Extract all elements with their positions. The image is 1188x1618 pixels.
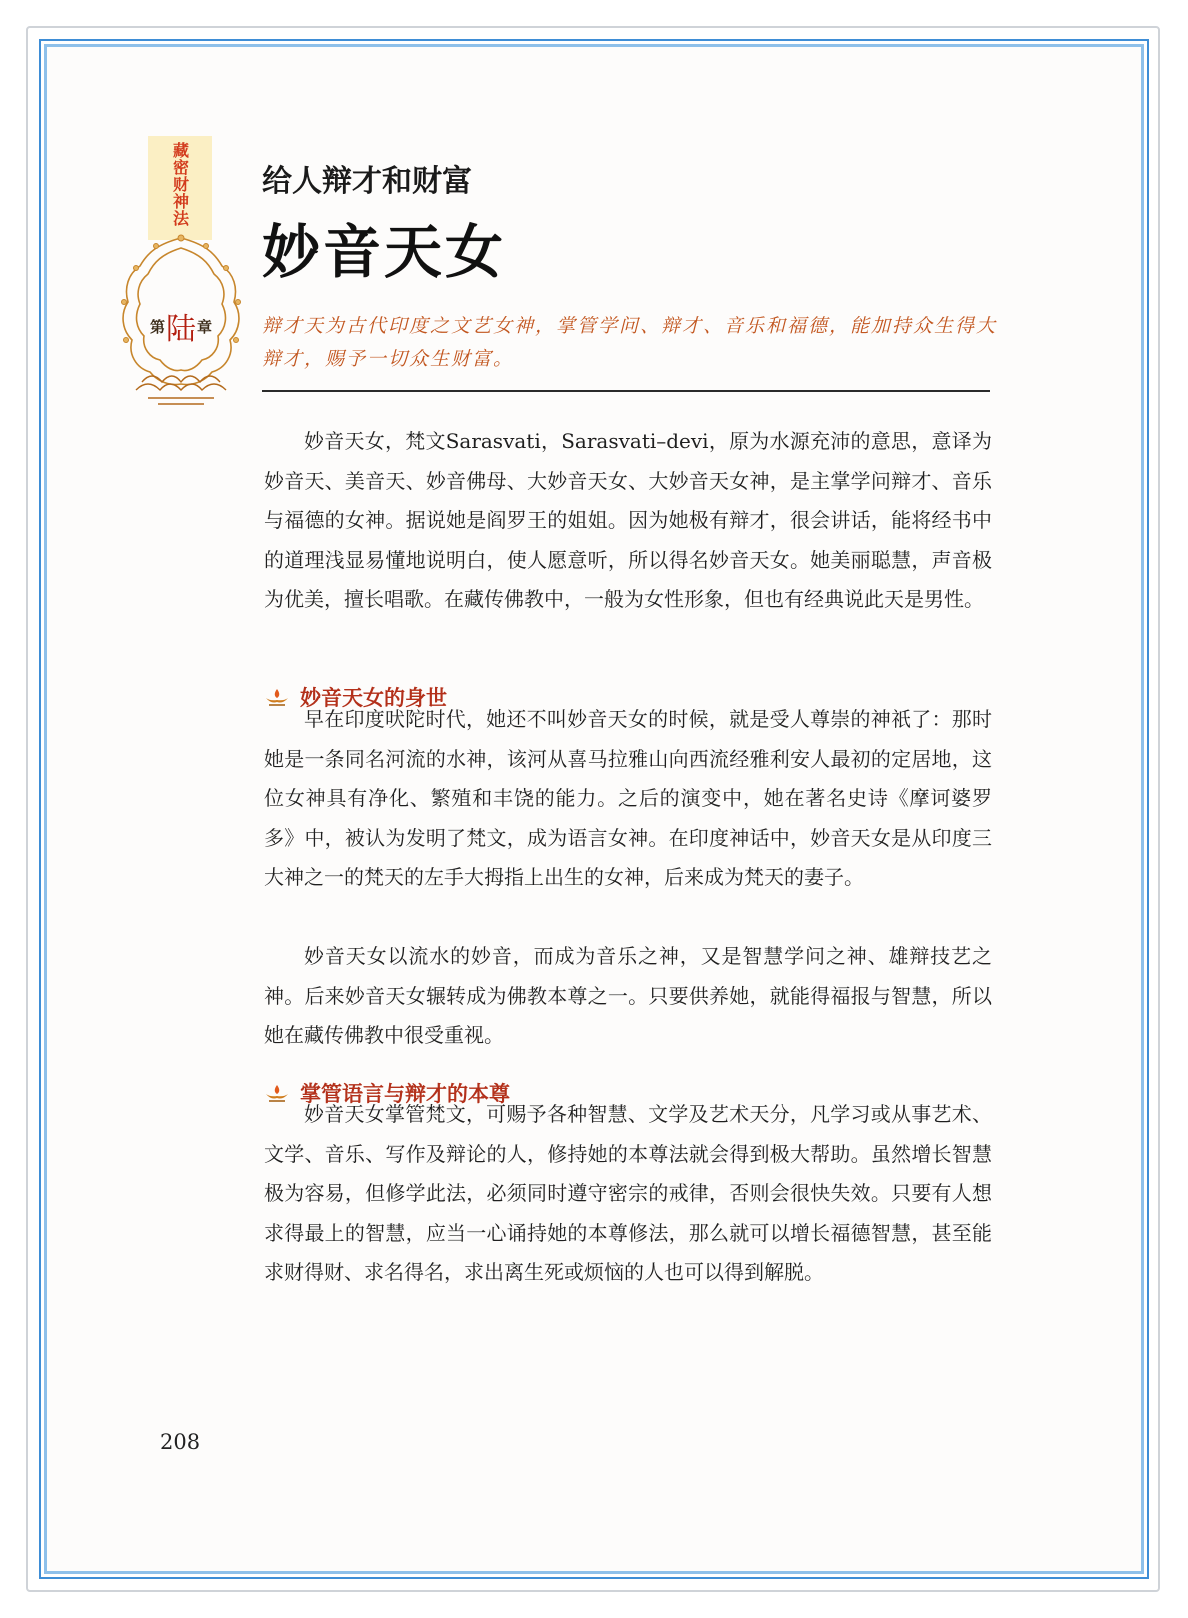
chapter-suffix: 章 <box>196 317 212 336</box>
paragraph-3: 妙音天女以流水的妙音，而成为音乐之神，又是智慧学问之神、雄辩技艺之神。后来妙音天女辗转成为佛教本尊之一。只要供养她，就能得福报与智慧，所以她在藏传佛教中很受重视。 <box>264 944 992 1047</box>
chapter-number: 陆 <box>166 312 196 347</box>
series-title: 藏密财神法 <box>170 142 190 227</box>
paragraph-1: 妙音天女，梵文Sarasvati，Sarasvati–devi，原为水源充沛的意思，意译为妙音天、美音天、妙音佛母、大妙音天女、大妙音天女神，是主掌学问辩才、音乐与福德的女神。据说她是阎罗王的姐姐。因为她极有辩才，很会讲话，能将经书中的道理浅显易懂地说明白，使人愿意听，所以得名妙音天女。她美丽聪慧，声音极为优美，擅长唱歌。在藏传佛教中，一般为女性形象，但也有经典说此天是男性。 <box>264 429 992 611</box>
section-1-title: 妙音天女的身世 <box>300 686 447 710</box>
paragraph-4: 妙音天女掌管梵文，可赐予各种智慧、文学及艺术天分，凡学习或从事艺术、文学、音乐、写作及辩论的人，修持她的本尊法就会得到极大帮助。虽然增长智慧极为容易，但修学此法，必须同时遵守密宗的戒律，否则会很快失效。只要有人想求得最上的智慧，应当一心诵持她的本尊修法，那么就可以增长福德智慧，甚至能求财得财、求名得名，求出离生死或烦恼的人也可以得到解脱。 <box>264 1102 992 1284</box>
paragraph-2: 早在印度吠陀时代，她还不叫妙音天女的时候，就是受人尊崇的神祇了：那时她是一条同名河流的水神，该河从喜马拉雅山向西流经雅利安人最初的定居地，这位女神具有净化、繁殖和丰饶的能力。之后的演变中，她在著名史诗《摩诃婆罗多》中，被认为发明了梵文，成为语言女神。在印度神话中，妙音天女是从印度三大神之一的梵天的左手大拇指上出生的女神，后来成为梵天的妻子。 <box>264 707 992 889</box>
intro-summary: 辩才天为古代印度之文艺女神，掌管学问、辩才、音乐和福德，能加持众生得大辩才，赐予一切众生财富。 <box>262 315 998 370</box>
section-2-title: 掌管语言与辩才的本尊 <box>300 1082 510 1106</box>
title-divider <box>262 390 990 392</box>
page-title: 妙音天女 <box>262 218 507 286</box>
series-side-tab <box>148 136 212 240</box>
page-number: 208 <box>160 1430 201 1454</box>
page-subtitle: 给人辩才和财富 <box>262 164 472 199</box>
chapter-prefix: 第 <box>150 317 166 336</box>
chapter-label <box>150 306 212 346</box>
